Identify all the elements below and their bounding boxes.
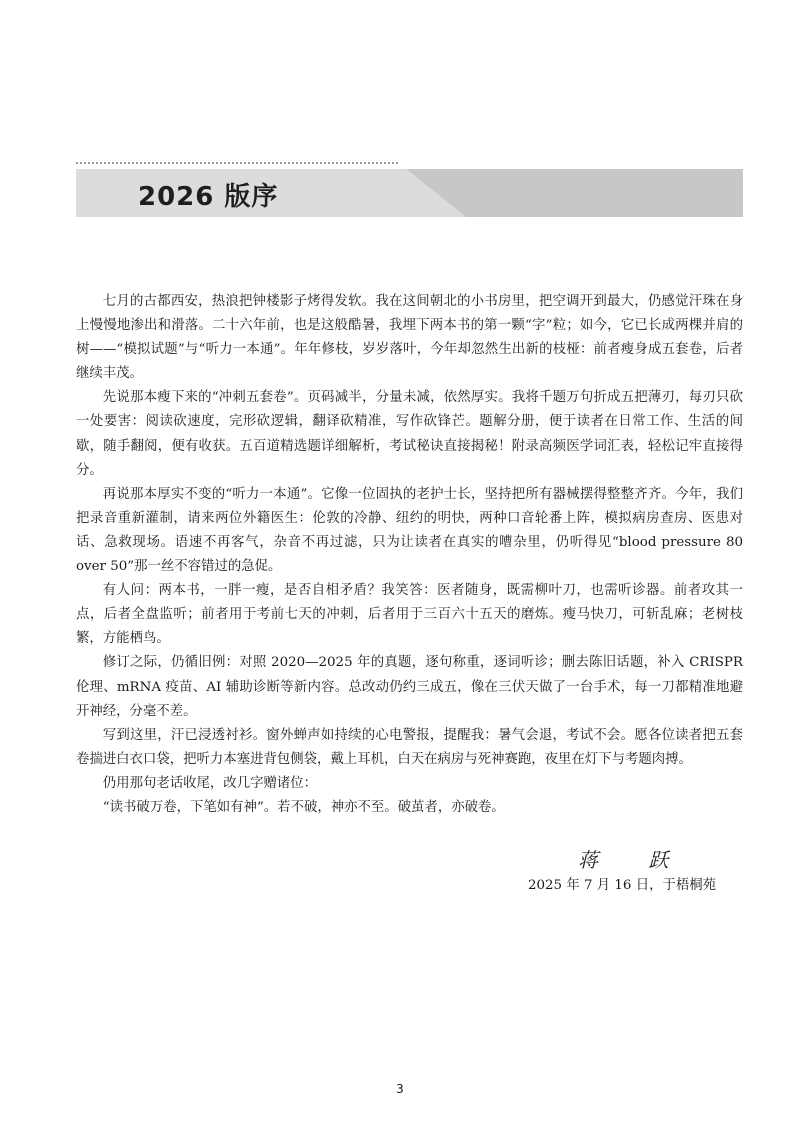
preface-body [76, 290, 743, 820]
signature-date: 2025 年 7 月 16 日，于梧桐苑 [528, 878, 717, 893]
header-dotted-rule [76, 162, 398, 164]
page-title: 2026 版序 [138, 182, 279, 212]
paragraph: 先说那本瘦下来的“冲刺五套卷”。页码减半，分量未减，依然厚实。我将千题万句折成五把薄刃，每刃只砍一处要害：阅读砍速度，完形砍逻辑，翻译砍精准，写作砍锋芒。题解分册，便于读者在日常工作、生活的间歇，随手翻阅，便有收获。五百道精选题详细解析，考试秘诀直接揭秘！附录高频医学词汇表，轻松记牢直接得分。 [76, 390, 743, 478]
paragraph: 七月的古都西安，热浪把钟楼影子烤得发软。我在这间朝北的小书房里，把空调开到最大，仍感觉汗珠在身上慢慢地渗出和滑落。二十六年前，也是这般酷暑，我埋下两本书的第一颗“字”粒；如今，它已长成两棵并肩的树——“模拟试题”与“听力一本通”。年年修枝，岁岁落叶，今年却忽然生出新的枝桠：前者瘦身成五套卷，后者继续丰茂。 [76, 294, 743, 382]
title-banner [76, 169, 743, 217]
title-banner-slant [406, 169, 743, 217]
paragraph: 修订之际，仍循旧例：对照 2020—2025 年的真题，逐句称重，逐词听诊；删去陈旧话题，补入 CRISPR 伦理、mRNA 疫苗、AI 辅助诊断等新内容。总改动仍约三成五，像在三伏天做了一台手术，每一刀都精准地避开神经，分毫不差。 [76, 655, 743, 719]
paragraph: 有人问：两本书，一胖一瘦，是否自相矛盾？我笑答：医者随身，既需柳叶刀，也需听诊器。前者攻其一点，后者全盘监听；前者用于考前七天的冲刺，后者用于三百六十五天的磨炼。瘦马快刀，可斩乱麻；老树枝繁，方能栖鸟。 [76, 583, 743, 647]
paragraph: 仍用那句老话收尾，改几字赠诸位： [102, 775, 318, 791]
page-number: 3 [396, 1082, 404, 1096]
author-signature: 蒋 跃 [578, 848, 691, 872]
paragraph: 写到这里，汗已浸透衬衫。窗外蝉声如持续的心电警报，提醒我：暑气会退，考试不会。愿各位读者把五套卷揣进白衣口袋，把听力本塞进背包侧袋，戴上耳机，白天在病房与死神赛跑，夜里在灯下与考题肉搏。 [76, 727, 743, 767]
paragraph: 再说那本厚实不变的“听力一本通”。它像一位固执的老护士长，坚持把所有器械摆得整整齐齐。今年，我们把录音重新灌制，请来两位外籍医生：伦敦的冷静、纽约的明快，两种口音轮番上阵，模拟病房查房、医患对话、急救现场。语速不再客气，杂音不再过滤，只为让读者在真实的嘈杂里，仍听得见“blood pressure 80 over 50”那一丝不容错过的急促。 [76, 486, 743, 575]
paragraph: “读书破万卷，下笔如有神”。若不破，神亦不至。破茧者，亦破卷。 [102, 799, 505, 815]
